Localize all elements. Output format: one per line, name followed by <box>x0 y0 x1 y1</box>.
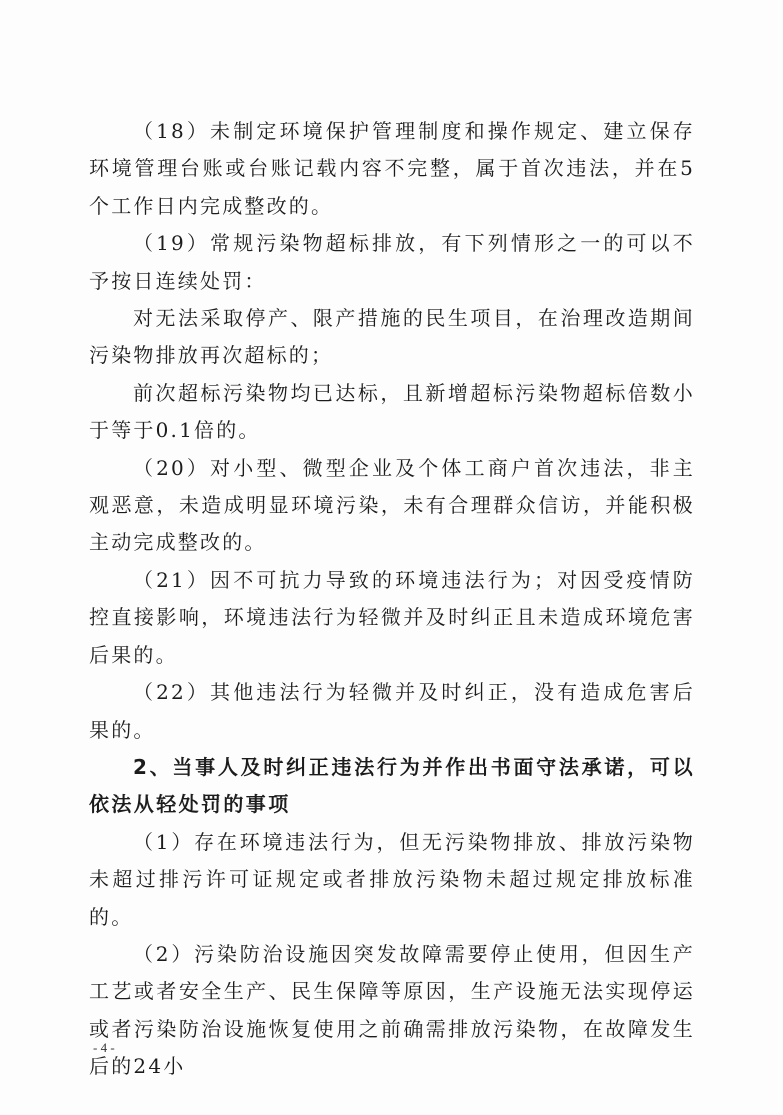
paragraph-section-2-item-1: （1）存在环境违法行为，但无污染物排放、排放污染物未超过排污许可证规定或者排放污染物未超过规定排放标准的。 <box>89 829 695 929</box>
document-body <box>89 113 695 1086</box>
paragraph-item-22: （22）其他违法行为轻微并及时纠正，没有造成危害后果的。 <box>89 680 695 742</box>
paragraph-section-2-item-2: （2）污染防治设施因突发故障需要停止使用，但因生产工艺或者安全生产、民生保障等原因，生产设施无法实现停运或者污染防治设施恢复使用之前确需排放污染物，在故障发生后的24小 <box>89 941 695 1079</box>
paragraph-item-19-case-2: 前次超标污染物均已达标，且新增超标污染物超标倍数小于等于0.1倍的。 <box>89 380 695 443</box>
paragraph-item-19: （19）常规污染物超标排放，有下列情形之一的可以不予按日连续处罚： <box>89 231 695 293</box>
paragraph-item-20: （20）对小型、微型企业及个体工商户首次违法，非主观恶意，未造成明显环境污染，未有合理群众信访，并能积极主动完成整改的。 <box>89 455 695 555</box>
section-heading-2: 2、当事人及时纠正违法行为并作出书面守法承诺，可以依法从轻处罚的事项 <box>89 754 695 817</box>
paragraph-item-18: （18）未制定环境保护管理制度和操作规定、建立保存环境管理台账或台账记载内容不完整，属于首次违法，并在5个工作日内完成整改的。 <box>89 119 695 218</box>
paragraph-item-21: （21）因不可抗力导致的环境违法行为；对因受疫情防控直接影响，环境违法行为轻微并及时纠正且未造成环境危害后果的。 <box>89 567 695 667</box>
page-number: - 4 - <box>93 1040 115 1055</box>
paragraph-item-19-case-1: 对无法采取停产、限产措施的民生项目，在治理改造期间污染物排放再次超标的； <box>89 306 695 368</box>
